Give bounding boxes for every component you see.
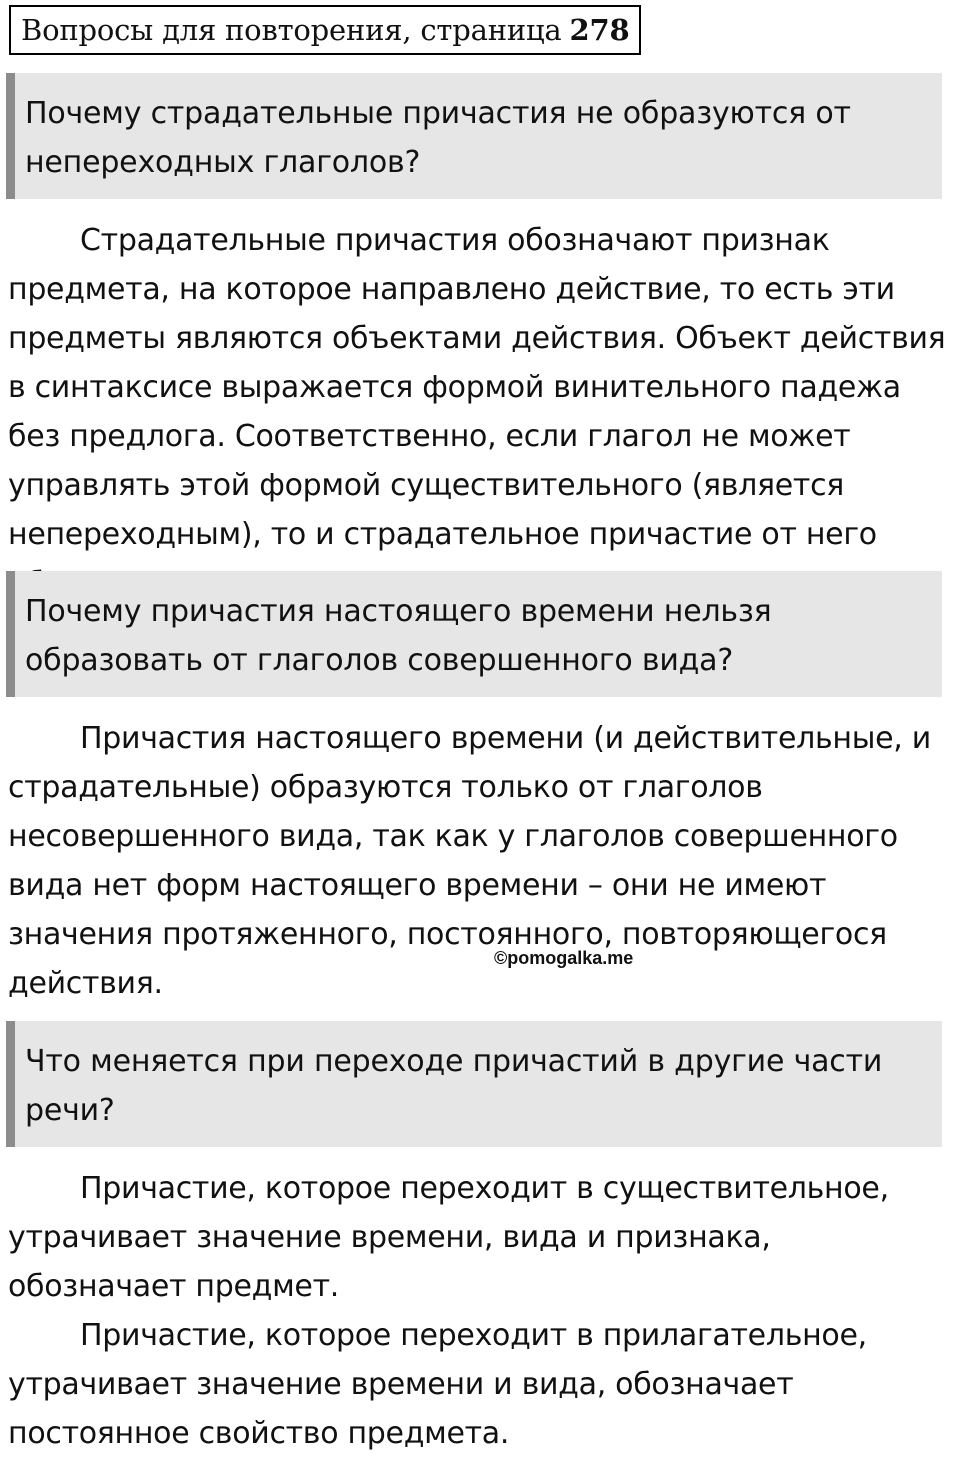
question-block-1 [6,73,942,199]
answer-block-1 [8,216,958,608]
answer-paragraph: Причастия настоящего времени (и действительные, и страдательные) образуются только от глаголов несовершенного вида, так как у глаголов совершенного вида нет форм настоящего времени – они не имеют значения протяженного, постоянного, повторяющегося действия. [8,721,931,1001]
question-text: Почему страдательные причастия не образуются от непереходных глаголов? [25,96,851,180]
watermark: ©pomogalka.me [494,948,634,968]
page-number: 278 [569,13,630,47]
question-text: Почему причастия настоящего времени нельзя образовать от глаголов совершенного вида? [25,594,772,678]
answer-paragraph: Страдательные причастия обозначают признак предмета, на которое направлено действие, то есть эти предметы являются объектами действия. Объект действия в синтаксисе выражается формой винительного падежа без предлога. Соответственно, если глагол не может управлять этой формой существительного (является непереходным), то и страдательное причастие от него [8,223,946,552]
answer-paragraph: Причастие, которое переходит в прилагательное, утрачивает значение времени и вида, обозначает постоянное свойство предмета. [8,1318,867,1451]
answer-paragraph: Причастие, которое переходит в существительное, утрачивает значение времени, вида и признака, обозначает предмет. [8,1171,889,1304]
question-text: Что меняется при переходе причастий в другие части речи? [25,1044,883,1128]
page-title-text: Вопросы для повторения, страница [21,13,562,47]
question-block-3 [6,1021,942,1147]
answer-block-3 [8,1164,958,1458]
answer-block-2 [8,714,958,1008]
question-block-2 [6,571,942,697]
page-title [9,5,641,55]
